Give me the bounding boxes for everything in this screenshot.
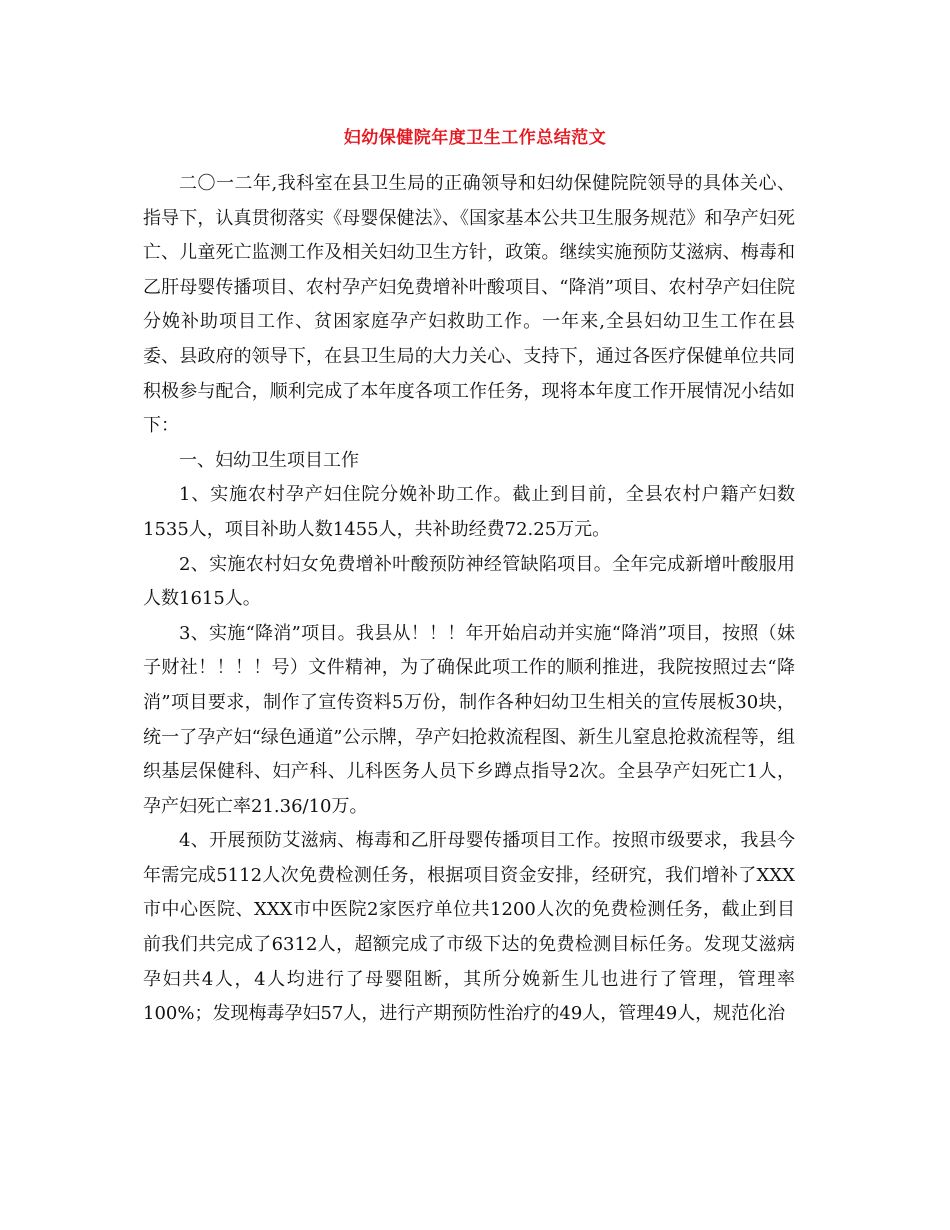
paragraph-item-4: 4、开展预防艾滋病、梅毒和乙肝母婴传播项目工作。按照市级要求，我县今年需完成5112人次免费检测任务，根据项目资金安排，经研究，我们增补了XXX市中心医院、XXX市中医院2家医疗单位共1200人次的免费检测任务，截止到目前我们共完成了6312人，超额完成了市级下达的免费检测目标任务。发现艾滋病孕妇共4人，4人均进行了母婴阻断，其所分娩新生儿也进行了管理，管理率100%；发现梅毒孕妇57人，进行产期预防性治疗的49人，管理49人，规范化治 bbox=[143, 830, 795, 1025]
document-title: 妇幼保健院年度卫生工作总结范文 bbox=[343, 128, 607, 148]
paragraph-item-3: 3、实施“降消”项目。我县从！！！年开始启动并实施“降消”项目，按照（妹子财社！！！！号）文件精神，为了确保此项工作的顺利推进，我院按照过去“降消”项目要求，制作了宣传资料5万份，制作各种妇幼卫生相关的宣传展板30块，统一了孕产妇“绿色通道”公示牌，孕产妇抢救流程图、新生儿窒息抢救流程等，组织基层保健科、妇产科、儿科医务人员下乡蹲点指导2次。全县孕产妇死亡1人，孕产妇死亡率21.36/10万。 bbox=[143, 622, 795, 817]
section-heading: 一、妇幼卫生项目工作 bbox=[179, 449, 359, 471]
document-body bbox=[143, 167, 795, 1032]
paragraph-item-1: 1、实施农村孕产妇住院分娩补助工作。截止到目前，全县农村户籍产妇数1535人，项目补助人数1455人，共补助经费72.25万元。 bbox=[143, 484, 795, 540]
intro-paragraph: 二〇一二年,我科室在县卫生局的正确领导和妇幼保健院院领导的具体关心、指导下，认真贯彻落实《母婴保健法》、《国家基本公共卫生服务规范》和孕产妇死亡、儿童死亡监测工作及相关妇幼卫生方针，政策。继续实施预防艾滋病、梅毒和乙肝母婴传播项目、农村孕产妇免费增补叶酸项目、“降消”项目、农村孕产妇住院分娩补助项目工作、贫困家庭孕产妇救助工作。一年来,全县妇幼卫生工作在县委、县政府的领导下，在县卫生局的大力关心、支持下，通过各医疗保健单位共同积极参与配合，顺利完成了本年度各项工作任务，现将本年度工作开展情况小结如下： bbox=[143, 173, 795, 437]
paragraph-item-2: 2、实施农村妇女免费增补叶酸预防神经管缺陷项目。全年完成新增叶酸服用人数1615人。 bbox=[143, 553, 795, 610]
